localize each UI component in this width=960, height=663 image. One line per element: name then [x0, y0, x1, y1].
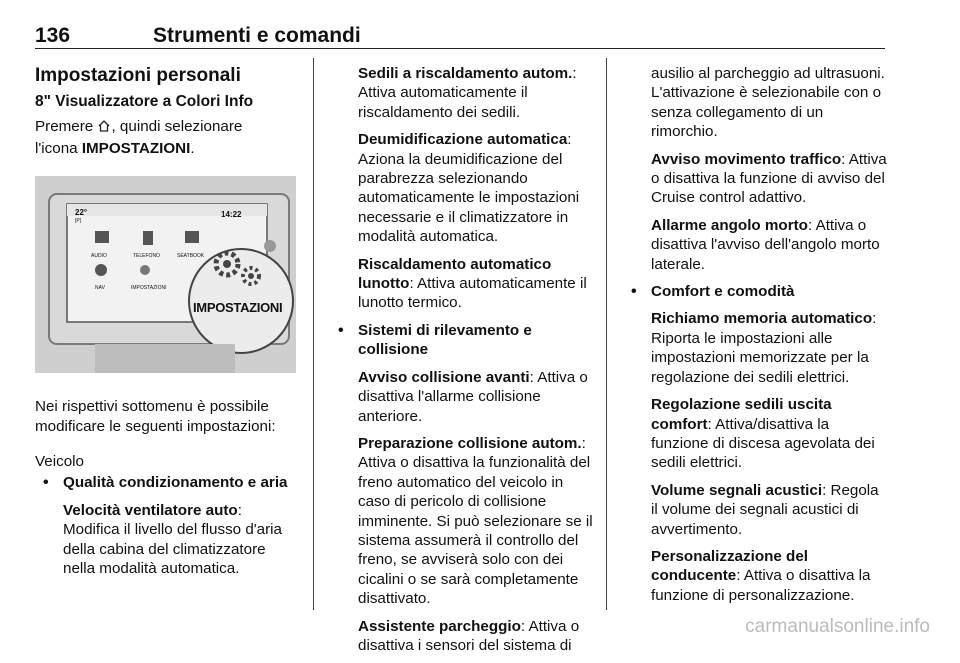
paragraph: ausilio al parcheggio ad ultrasuoni. L'attivazione è selezionabile con o senza collegamento di un rimorchio.	[651, 65, 885, 141]
setting-item: Assistente parcheggio: Attiva o disattiva i sensori del sistema di	[358, 617, 580, 654]
screen-label: NAV	[95, 285, 105, 292]
home-icon	[97, 119, 111, 138]
setting-item: Riscaldamento automatico lunotto: Attiva automaticamente il lunotto termico.	[358, 255, 587, 312]
setting-item: Sedili a riscaldamento autom.: Attiva automaticamente il riscaldamento dei sedili.	[358, 65, 577, 121]
section-heading: Impostazioni personali	[35, 65, 241, 86]
setting-item: Personalizzazione del conducente: Attiva o disattiva la funzione di personalizzazione.	[651, 547, 871, 604]
screen-label: AUDIO	[91, 253, 107, 260]
setting-item: Avviso collisione avanti: Attiva o disattiva l'allarme collisione anteriore.	[358, 368, 588, 425]
watermark: carmanualsonline.info	[745, 616, 930, 637]
column-divider	[606, 58, 607, 610]
setting-item: Allarme angolo morto: Attiva o disattiva l'avviso dell'angolo morto laterale.	[651, 216, 880, 273]
column-divider	[313, 58, 314, 610]
page-header	[35, 14, 885, 49]
column-3	[651, 64, 888, 613]
column-1	[35, 58, 300, 586]
page-number: 136	[35, 24, 71, 47]
setting-item: Richiamo memoria automatico: Riporta le impostazioni alle impostazioni memorizzate per la regolazione dei sedili elettrici.	[651, 310, 877, 386]
bullet-item: • Qualità condizionamento e aria	[35, 473, 300, 492]
sub-heading: 8" Visualizzatore a Colori Info	[35, 93, 254, 110]
setting-item: Volume segnali acustici: Regola il volume dei segnali acustici di avvertimento.	[651, 481, 879, 538]
callout-label: IMPOSTAZIONI	[193, 300, 283, 316]
category-label: Veicolo	[35, 453, 84, 471]
screen-label: TELEFONO	[133, 253, 160, 260]
bullet-item: • Sistemi di rilevamento e collisione	[330, 321, 595, 360]
setting-item: Velocità ventilatore auto: Modifica il livello del flusso d'aria della cabina del climatizzatore nella modalità automatica.	[63, 501, 282, 578]
setting-item: Regolazione sedili uscita comfort: Attiva/disattiva la funzione di discesa agevolata dei sedili elettrici.	[651, 396, 875, 472]
screen-time: 14:22	[221, 210, 242, 220]
screen-label: SEATBOOK	[177, 253, 205, 260]
section-title: Strumenti e comandi	[153, 24, 361, 47]
setting-item: Avviso movimento traffico: Attiva o disattiva la funzione di avviso del Cruise control adattivo.	[651, 150, 887, 207]
column-2	[358, 64, 595, 663]
paragraph: Nei rispettivi sottomenu è possibile modificare le seguenti impostazioni:	[35, 398, 276, 435]
screen-temperature-sub: [P]	[75, 218, 82, 225]
screen-label: IMPOSTAZIONI	[131, 285, 167, 292]
infotainment-screen-illustration	[35, 176, 296, 373]
setting-item: Deumidificazione automatica: Aziona la deumidificazione del parabrezza selezionando automaticamente le impostazioni necessarie e il climatizzatore in modalità automatica.	[358, 131, 580, 246]
intro-paragraph: Premere , quindi selezionare l'icona IMPOSTAZIONI.	[35, 118, 243, 157]
bullet-item: • Comfort e comodità	[623, 282, 888, 301]
setting-item: Preparazione collisione autom.: Attiva o disattiva la funzionalità del freno automatico del veicolo in caso di pericolo di collisione imminente. Si può selezionare se il sistema assumerà il controllo del freno, se avviserà solo con dei cicalini o se sarà completamente disattivato.	[358, 434, 593, 608]
screen-temperature: 22°	[75, 208, 88, 218]
